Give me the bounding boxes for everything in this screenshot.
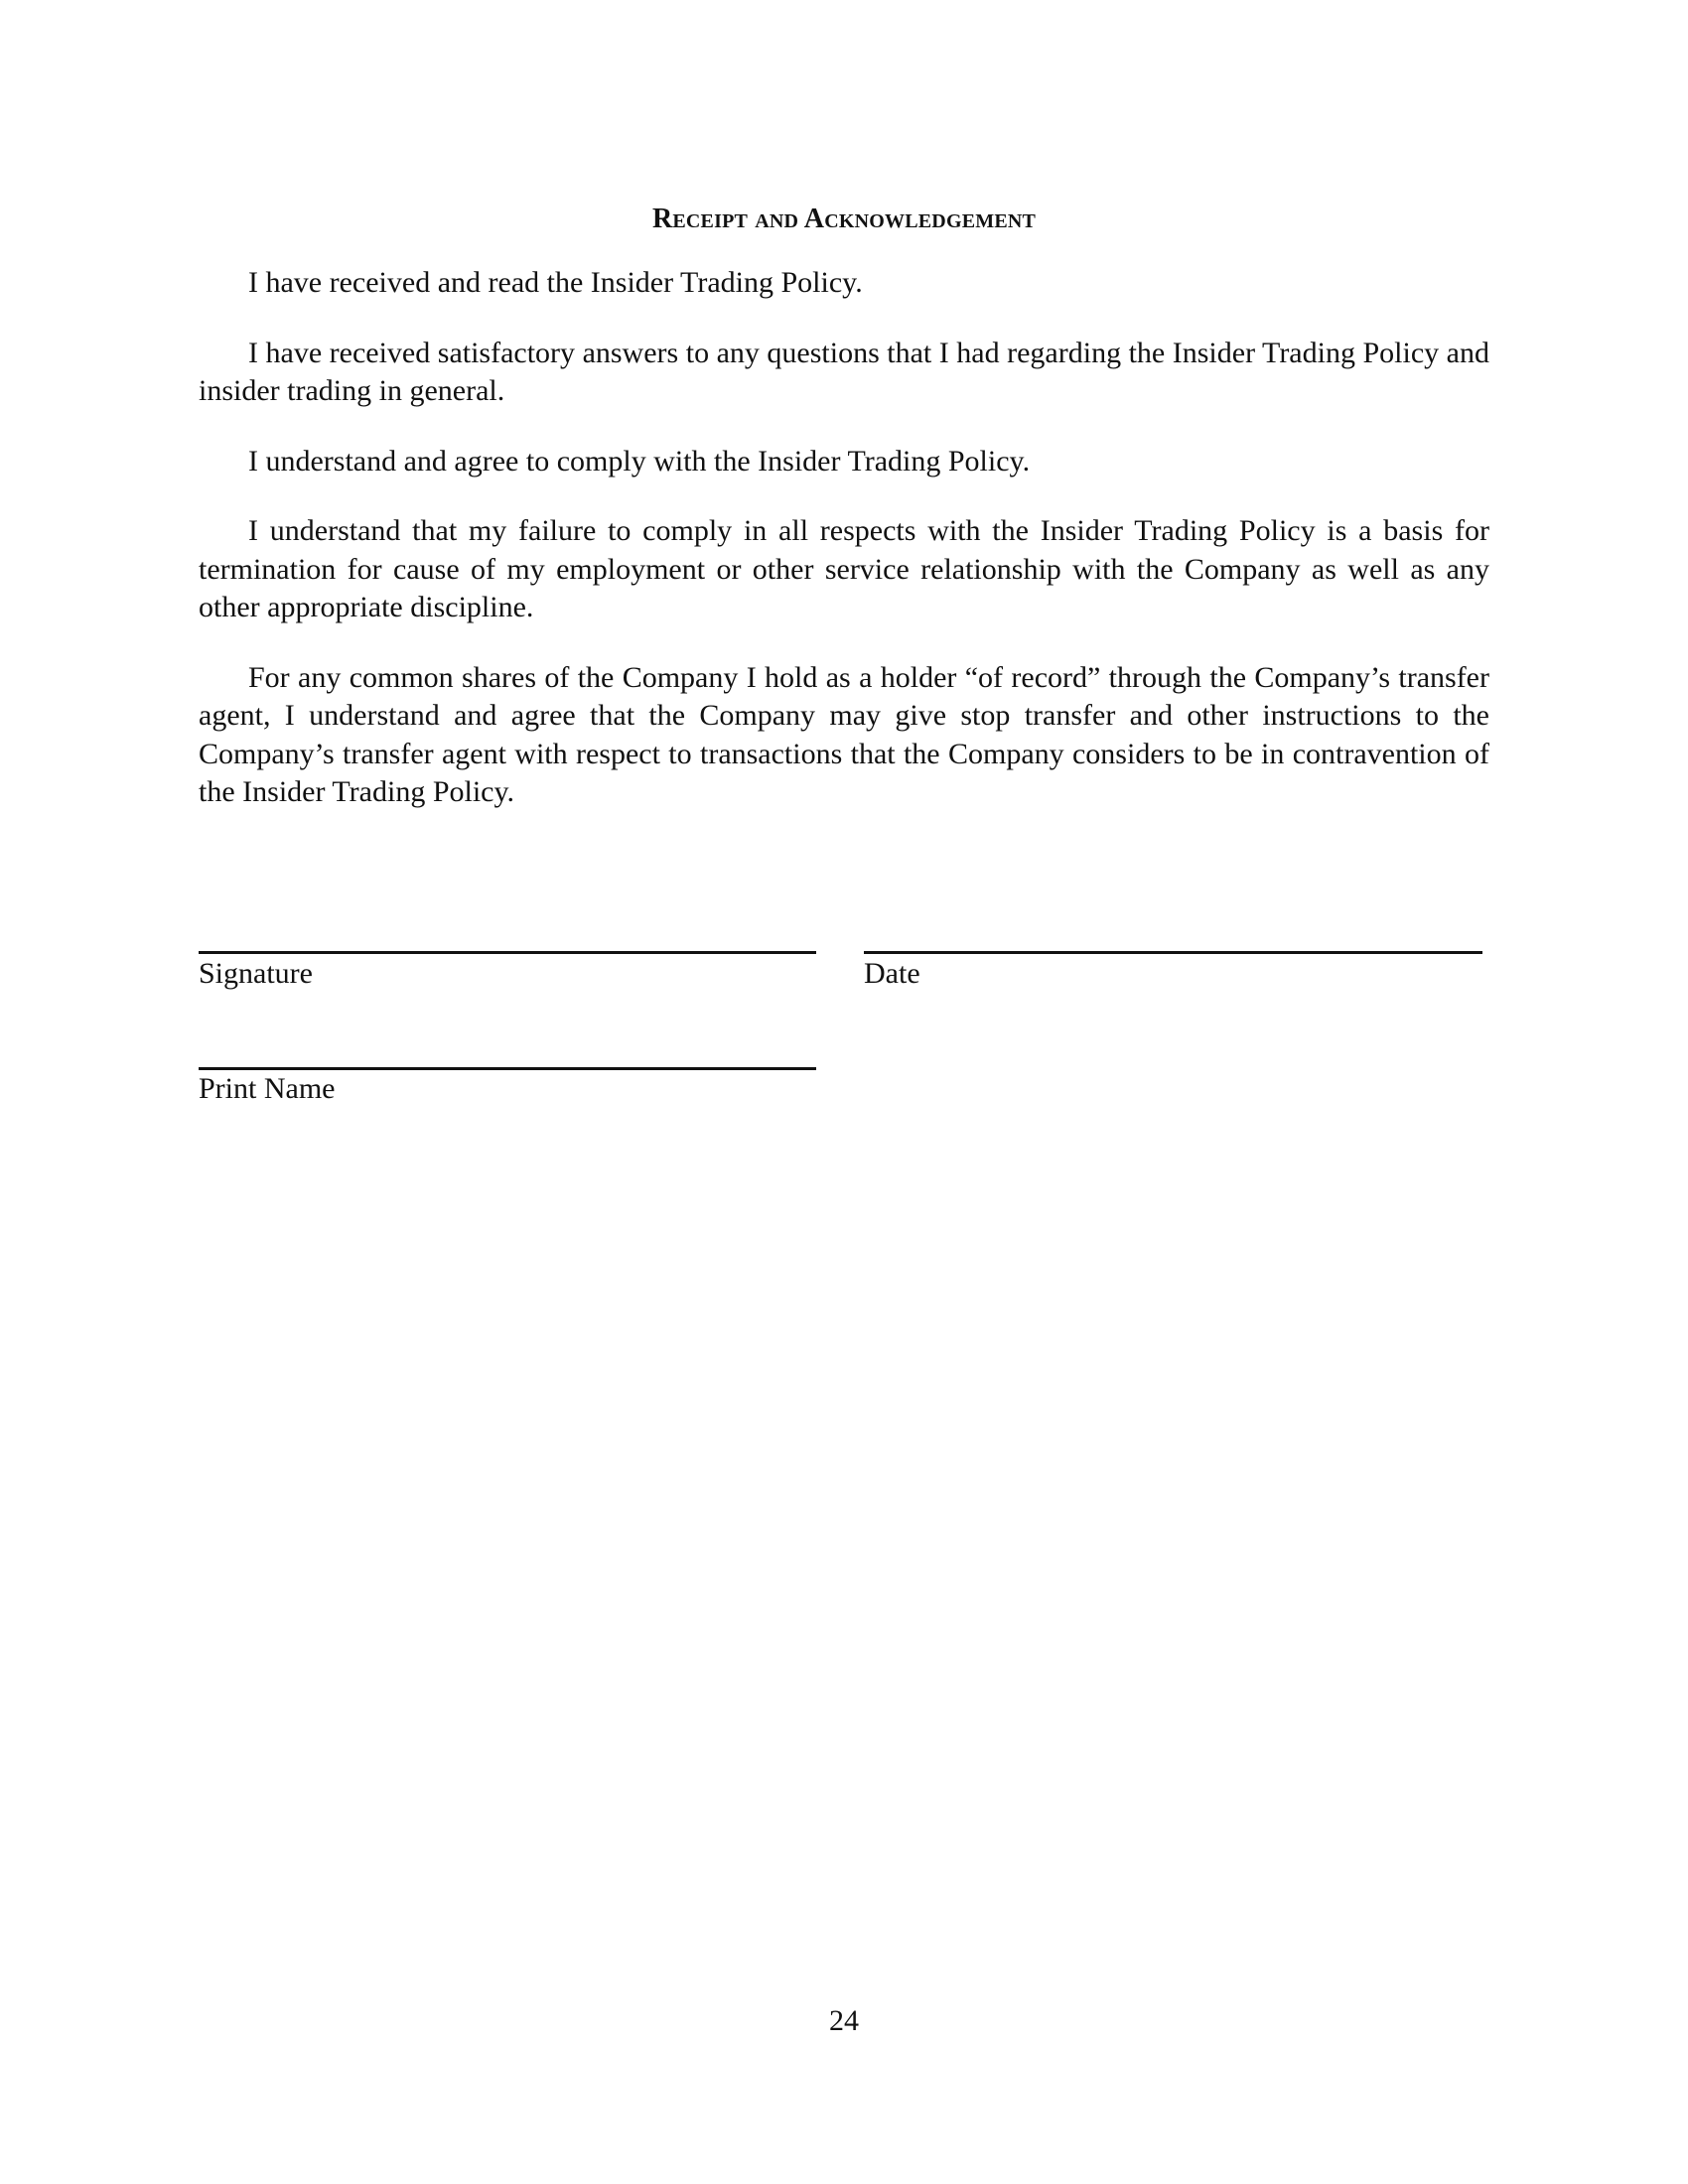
paragraph-termination: I understand that my failure to comply in all respects with the Insider Trading Policy is a basis for termination for cause of my employment or other service relationship with the Company as well as any other appropriate discipline.	[199, 514, 1489, 623]
signature-line[interactable]	[199, 951, 816, 954]
paragraph-answers: I have received satisfactory answers to any questions that I had regarding the Insider Trading Policy and insider trading in general.	[199, 336, 1489, 407]
page-title: Receipt and Acknowledgement	[651, 204, 1037, 234]
print-name-line[interactable]	[199, 1067, 816, 1070]
paragraph-comply: I understand and agree to comply with the Insider Trading Policy.	[248, 444, 1031, 478]
paragraph-received: I have received and read the Insider Trading Policy.	[248, 266, 863, 299]
acknowledgement-body	[199, 264, 1489, 844]
date-label: Date	[864, 957, 920, 990]
print-name-label: Print Name	[199, 1072, 336, 1105]
signature-label: Signature	[199, 957, 313, 990]
date-line[interactable]	[864, 951, 1482, 954]
paragraph-transfer-agent: For any common shares of the Company I hold as a holder “of record” through the Company’s transfer agent, I understand and agree that the Company may give stop transfer and other instructions to the Company’s transfer agent with respect to transactions that the Company considers to be in contravention of the Insider Trading Policy.	[199, 660, 1489, 808]
page-number: 24	[829, 2004, 859, 2037]
